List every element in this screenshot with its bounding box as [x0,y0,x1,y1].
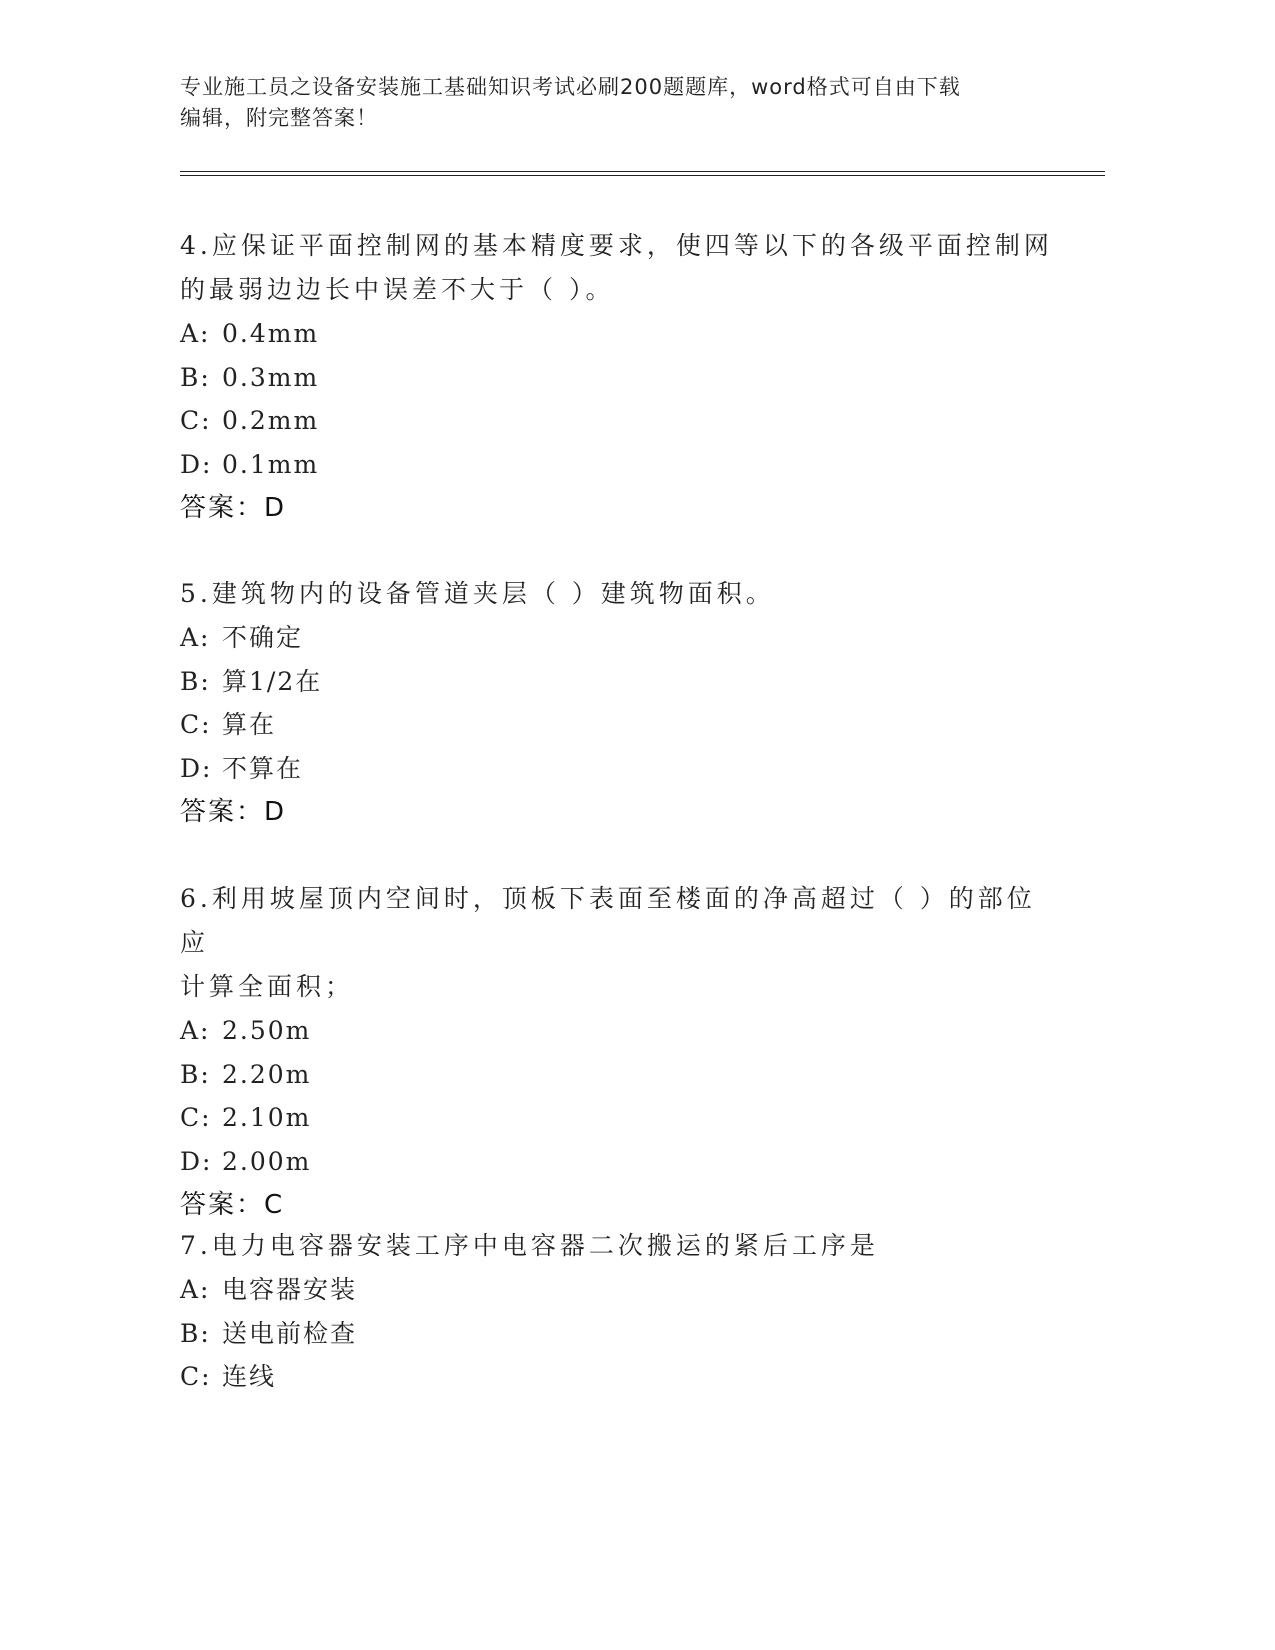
question-5 [180,572,1060,834]
question-stem [180,877,1060,1009]
option-text: 算1/2在 [222,666,323,696]
option-label: C: [180,1103,212,1132]
option-text: 连线 [222,1362,277,1391]
option-label: D: [180,1146,213,1176]
question-stem [180,224,1060,312]
header-line-1: 专业施工员之设备安装施工基础知识考试必刷200题题库，word格式可自由下载 [180,75,961,99]
option-text: 送电前检查 [222,1318,358,1348]
option-label: B: [180,1059,211,1089]
question-stem-line: 4.应保证平面控制网的基本精度要求，使四等以下的各级平面控制网 [180,231,1053,260]
option-label: D: [180,449,213,479]
option-a [180,1268,1060,1312]
option-a [180,616,1060,660]
option-text: 2.20m [222,1059,312,1089]
option-label: D: [180,753,213,783]
option-text: 不算在 [222,753,304,783]
option-label: B: [180,362,211,392]
option-label: A: [180,319,211,348]
option-text: 0.1mm [222,449,320,479]
option-b [180,1312,1060,1356]
option-label: B: [180,1318,211,1348]
option-text: 2.00m [222,1146,312,1176]
option-text: 0.3mm [222,362,320,392]
header-line-2: 编辑，附完整答案！ [180,106,378,130]
option-d [180,443,1060,487]
question-6 [180,877,1060,1227]
option-label: B: [180,666,211,696]
question-4 [180,224,1060,530]
option-text: 2.50m [222,1016,312,1045]
option-label: A: [180,1275,211,1304]
question-stem-line: 计算全面积； [180,972,355,1001]
option-d [180,747,1060,791]
option-a [180,1009,1060,1053]
answer: 答案：D [180,797,287,827]
question-stem [180,572,1060,616]
option-d [180,1140,1060,1184]
option-text: 电容器安装 [222,1275,358,1304]
option-a [180,312,1060,356]
option-label: C: [180,1362,212,1391]
option-label: A: [180,1016,211,1045]
option-c [180,1096,1060,1140]
question-stem-line: 7.电力电容器安装工序中电容器二次搬运的紧后工序是 [180,1231,879,1260]
option-c [180,399,1060,443]
option-label: A: [180,623,211,652]
option-text: 2.10m [222,1103,312,1132]
question-stem-line: 5.建筑物内的设备管道夹层（ ）建筑物面积。 [180,579,775,608]
question-7 [180,1224,1060,1399]
question-stem [180,1224,1060,1268]
option-b [180,356,1060,400]
question-stem-line: 6.利用坡屋顶内空间时，顶板下表面至楼面的净高超过（ ）的部位应 [180,884,1036,957]
option-text: 不确定 [222,623,304,652]
option-text: 算在 [222,710,277,739]
header-rule-top [180,171,1105,172]
option-b [180,660,1060,704]
option-c [180,1355,1060,1399]
question-stem-line: 的最弱边边长中误差不大于（ ）。 [180,275,615,304]
option-text: 0.4mm [222,319,320,348]
answer: 答案：D [180,493,287,523]
option-label: C: [180,710,212,739]
document-header [180,72,1040,134]
option-text: 0.2mm [222,406,320,435]
option-c [180,703,1060,747]
option-b [180,1053,1060,1097]
header-rule-bottom [180,175,1105,176]
option-label: C: [180,406,212,435]
answer: 答案：C [180,1190,285,1220]
